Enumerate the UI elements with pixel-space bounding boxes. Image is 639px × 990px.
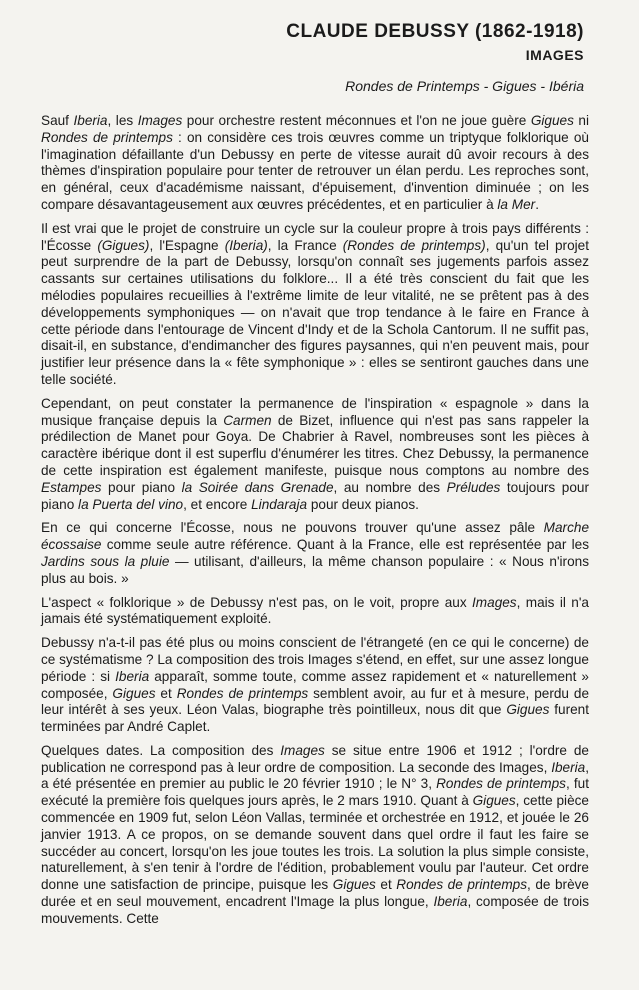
italic-title: (Rondes de printemps) [342, 237, 486, 253]
text-run: comme seule autre référence. Quant à la France, elle est représentée par les [101, 537, 589, 553]
text-run: Sauf [41, 113, 74, 128]
italic-title: Iberia [115, 668, 150, 684]
text-run: Quelques dates. La composition des [41, 742, 281, 758]
italic-title: Rondes de printemps [396, 877, 528, 893]
text-run: , fut exécuté la première fois quelques jours après, le 2 mars 1910. Quant à [41, 776, 589, 809]
text-run: L'aspect « folklorique » de Debussy n'est pas, on le voit, propre aux [41, 594, 473, 610]
italic-title: Estampes [41, 479, 102, 495]
text-run: Cependant, on peut constater la permanence de l'inspiration « espagnole » dans la musique française depuis la [41, 395, 589, 428]
italic-title: Préludes [446, 479, 501, 495]
text-run: se situe entre 1906 et 1912 ; l'ordre de publication ne correspond pas à leur ordre de composition. La seconde des Images, [41, 742, 589, 775]
text-run: — utilisant, d'ailleurs, la même chanson populaire : « Nous n'irons plus au bois. » [41, 553, 590, 586]
body-text [41, 113, 589, 935]
text-run: , mais il n'a jamais été systématiquement exploité. [41, 594, 589, 627]
text-run: En ce qui concerne l'Écosse, nous ne pouvons trouver qu'une assez pâle [41, 520, 544, 536]
text-run: Debussy n'a-t-il pas été plus ou moins conscient de l'étrangeté (en ce qui le concerne) de ce systématisme ? La composition des trois Images s'étend, en effet, sur une assez longue période : si [41, 635, 589, 684]
italic-title: Marche écossaise [41, 520, 589, 553]
paragraph [41, 396, 589, 514]
text-run: et [155, 685, 177, 701]
italic-title: Rondes de printemps [41, 129, 173, 145]
italic-title: (Iberia) [224, 237, 268, 253]
italic-title: Carmen [223, 412, 272, 428]
italic-title: Jardins sous la pluie [41, 553, 170, 569]
text-run: pour deux pianos. [307, 496, 419, 512]
text-run: . [535, 196, 539, 212]
italic-title: Rondes de printemps [176, 685, 309, 701]
pieces-list: Rondes de Printemps - Gigues - Ibéria [345, 78, 584, 94]
text-run: , l'Espagne [149, 237, 225, 253]
page-subtitle: IMAGES [525, 47, 584, 63]
text-run: pour orchestre restent méconnues et l'on ne joue guère [182, 113, 531, 128]
paragraph [41, 221, 589, 389]
italic-title: la Mer [497, 196, 536, 212]
paragraph [41, 520, 589, 587]
text-run: pour piano [101, 479, 182, 495]
text-run: , les [107, 113, 138, 128]
text-run: de Bizet, influence qui n'est pas sans rappeler la prédilection de Manet pour Goya. De Chabrier à Ravel, nombreuses sont les pièces à caractère ibérique dont il est superflu d'énumérer les titres. Chez Debussy, la permanence de cette inspiration est également manifeste, puisque nous comptons au nombre des [41, 412, 589, 478]
header [286, 20, 584, 94]
italic-title: Gigues [332, 877, 376, 893]
text-run: , qu'un tel projet peut surprendre de la part de Debussy, lorsqu'on connaît ses jugements parfois assez cassants sur certaines utilisations du folklore... Il a été très conscient du fait que les mélodies populaires recueillies à l'extrême limite de leur vitalité, ne se prêtent pas à des développements symphoniques — on n'avait que trop tendance à le faire en France à cette période dans l'entourage de Vincent d'Indy et de la Schola Cantorum. Il ne suffit pas, disait-il, en substance, d'endimancher des figures paysannes, qui n'en peuvent mais, pour justifier leur présence dans la « fête symphonique » : elles se sentiront gauches dans une telle société. [41, 237, 589, 387]
italic-title: Gigues [472, 793, 516, 809]
text-run: , de brève durée et en seul mouvement, encadrent l'Image la plus longue, [41, 877, 589, 910]
paragraph [41, 113, 589, 214]
text-run: et [375, 877, 397, 893]
text-run: , composée de trois mouvements. Cette [41, 894, 589, 926]
italic-title: la Soirée dans Grenade [181, 479, 334, 495]
italic-title: Gigues [506, 702, 550, 718]
text-run: : on considère ces trois œuvres comme un triptyque folklorique où l'imagination défaillante d'un Debussy en perte de vitesse aurait dû avoir recours à des thèmes d'inspiration populaire pour tenter de retrouver un élan perdu. Les reproches sont, en général, ceux d'académisme naissant, d'épuisement, d'invention diminuée ; on les compare désavantageusement aux œuvres précédentes, et en particulier à [41, 129, 589, 212]
italic-title: Images [137, 113, 183, 128]
text-run: , au nombre des [333, 479, 447, 495]
italic-title: Iberia [433, 894, 468, 910]
text-run: ni [573, 113, 589, 128]
italic-title: Iberia [551, 759, 586, 775]
italic-title: Rondes de printemps [436, 776, 566, 792]
paragraph [41, 743, 589, 928]
italic-title: Images [472, 594, 517, 610]
paragraph [41, 635, 589, 736]
italic-title: (Gigues) [97, 237, 150, 253]
italic-title: Lindaraja [251, 496, 308, 512]
text-run: semblent avoir, au fur et à mesure, perdu de leur intérêt à ses yeux. Léon Valas, biographe très pointilleux, nous dit que [41, 685, 590, 718]
text-run: , la France [267, 237, 343, 253]
italic-title: Iberia [73, 113, 108, 128]
italic-title: Gigues [112, 685, 156, 701]
text-run: apparaît, somme toute, comme assez rapidement et « naturellement » composée, [41, 668, 589, 701]
page-title: CLAUDE DEBUSSY (1862-1918) [286, 21, 584, 42]
text-run: , a été présentée en premier au public le 20 février 1910 ; le N° 3, [41, 759, 589, 792]
text-run: furent terminées par André Caplet. [41, 702, 589, 735]
text-run: , et encore [183, 496, 252, 512]
text-run: Il est vrai que le projet de construire un cycle sur la couleur propre à trois pays différents : l'Écosse [41, 220, 589, 253]
italic-title: Images [280, 742, 325, 758]
paragraph [41, 595, 589, 629]
italic-title: la Puerta del vino [78, 496, 184, 512]
italic-title: Gigues [530, 113, 574, 128]
text-run: , cette pièce commencée en 1909 fut, selon Léon Vallas, terminée et orchestrée en 1912, et jouée le 26 janvier 1913. A ce propos, on se demande souvent dans quel ordre il faut les faire se succéder au concert, lorsqu'on les joue toutes les trois. La solution la plus simple consiste, naturellement, à s'en tenir à l'ordre de l'édition, probablement voulu par l'auteur. Cet ordre donne une satisfaction de principe, puisque les [41, 793, 589, 893]
text-run: toujours pour piano [41, 479, 589, 512]
